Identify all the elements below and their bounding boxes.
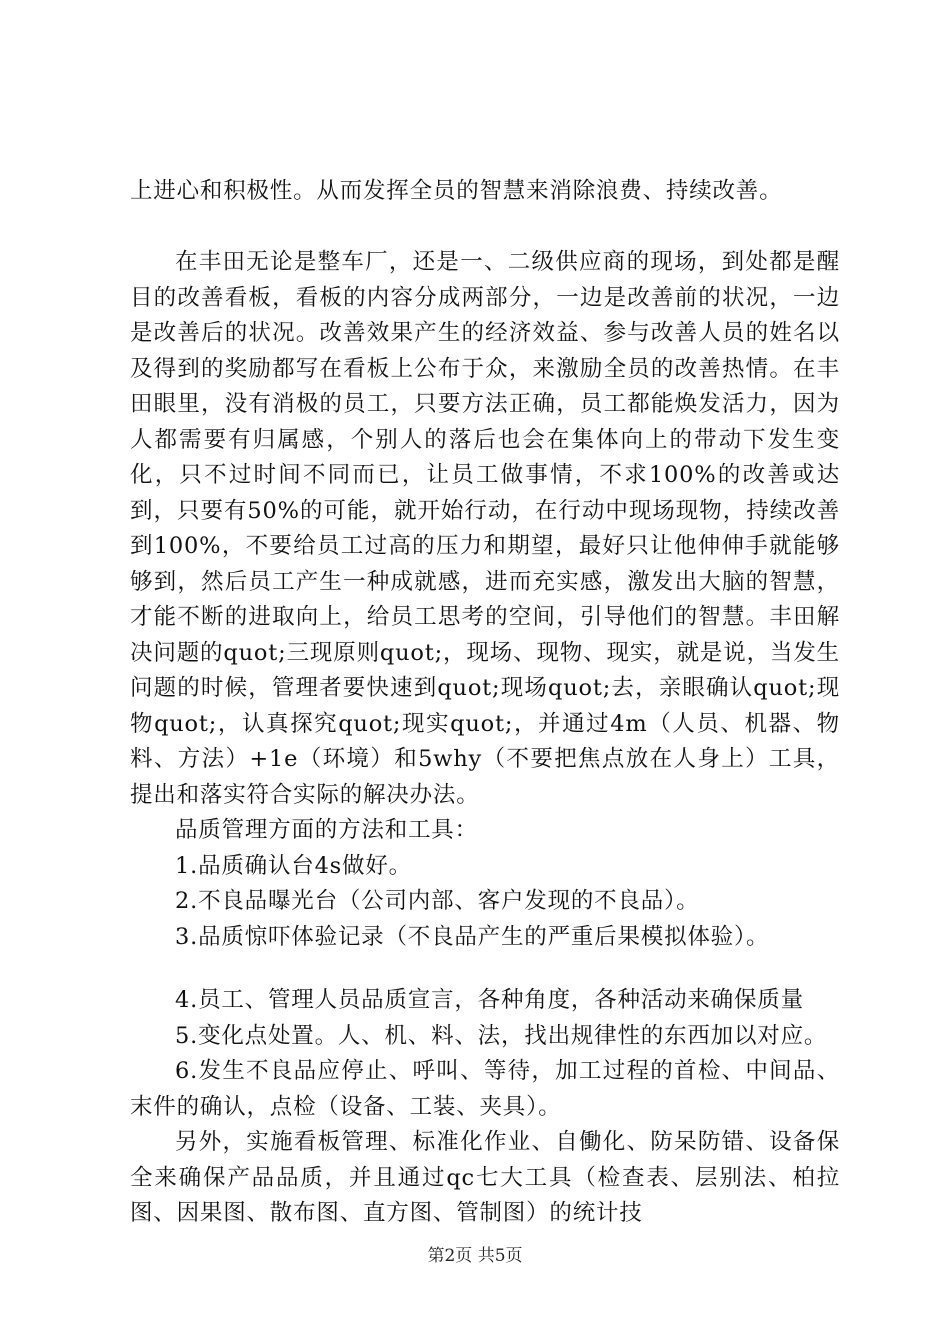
paragraph-additional-methods: 另外，实施看板管理、标准化作业、自働化、防呆防错、设备保全来确保产品品质，并且通过qc七大工具（检查表、层别法、柏拉图、因果图、散布图、直方图、管制图）的统计技 [130, 1129, 840, 1226]
list-item-2: 2.不良品曝光台（公司内部、客户发现的不良品）。 [175, 888, 700, 914]
paragraph-continuation: 上进心和积极性。从而发挥全员的智慧来消除浪费、持续改善。 [130, 178, 783, 204]
paragraph-gap [130, 955, 840, 983]
list-item-4: 4.员工、管理人员品质宣言，各种角度，各种活动来确保质量 [175, 987, 804, 1013]
list-item-1: 1.品质确认台4s做好。 [175, 852, 412, 879]
page-footer: 第2页 共5页 [427, 1246, 523, 1266]
list-item-6: 6.发生不良品应停止、呼叫、等待，加工过程的首检、中间品、末件的确认，点检（设备、工装、夹具）。 [130, 1058, 840, 1120]
list-item-3: 3.品质惊吓体验记录（不良品产生的严重后果模拟体验）。 [175, 923, 770, 950]
document-body [130, 174, 840, 1232]
list-item-5: 5.变化点处置。人、机、料、法，找出规律性的东西加以对应。 [175, 1022, 828, 1049]
paragraph-quality-methods-heading: 品质管理方面的方法和工具： [175, 817, 478, 843]
paragraph-toyota-kanban: 在丰田无论是整车厂，还是一、二级供应商的现场，到处都是醒目的改善看板，看板的内容分成两部分，一边是改善前的状况，一边是改善后的状况。改善效果产生的经济效益、参与改善人员的姓名以及得到的奖励都写在看板上公布于众，来激励全员的改善热情。在丰田眼里，没有消极的员工，只要方法正确，员工都能焕发活力，因为人都需要有归属感，个别人的落后也会在集体向上的带动下发生变化，只不过时间不同而已，让员工做事情，不求100%的改善或达到，只要有50%的可能，就开始行动，在行动中现场现物，持续改善到100%，不要给员工过高的压力和期望，最好只让他伸伸手就能够够到，然后员工产生一种成就感，进而充实感，激发出大脑的智慧，才能不断的进取向上，给员工思考的空间，引导他们的智慧。丰田解决问题的quot;三现原则quot;，现场、现物、现实，就是说，当发生问题的时候，管理者要快速到quot;现场quot;去，亲眼确认quot;现物quot;，认真探究quot;现实quot;，并通过4m（人员、机器、物料、方法）+1e（环境）和5why（不要把焦点放在人身上）工具，提出和落实符合实际的解决办法。 [130, 249, 840, 808]
paragraph-gap [130, 210, 840, 246]
